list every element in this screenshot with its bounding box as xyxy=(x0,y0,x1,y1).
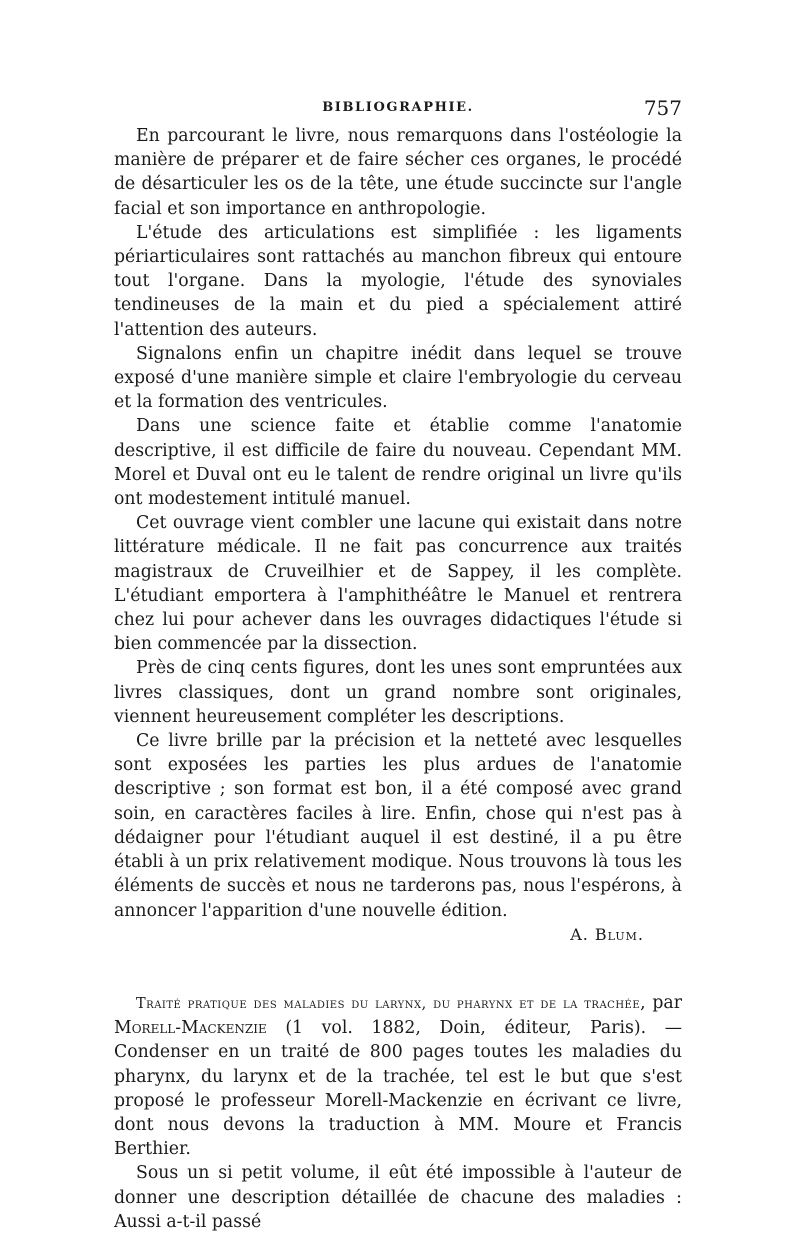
title-suffix: , par xyxy=(640,992,682,1013)
book-title: Traité pratique des maladies du larynx, du pharynx et de la trachée xyxy=(136,995,641,1012)
page-header xyxy=(114,96,682,126)
section-spacer xyxy=(114,947,682,991)
paragraph: Près de cinq cents figures, dont les unes sont empruntées aux livres classiques, dont un grand nombre sont originales, viennent heureusement compléter les descriptions. xyxy=(114,658,682,727)
paragraph: L'étude des articulations est simplifiée : les ligaments périarticulaires sont rattachés au manchon fibreux qui entoure tout l'organe. Dans la myologie, l'étude des synoviales tendineuses de la main et du pied a spécialement attiré l'attention des auteurs. xyxy=(114,222,682,340)
paragraph-text: Condenser en un traité de 800 pages toutes les maladies du pharynx, du larynx et de la trachée, tel est le but que s'est proposé le professeur Morell-Mackenzie en écrivant ce livre, dont nous devons la traduction à MM. Moure et Francis Berthier. xyxy=(114,1042,682,1160)
paragraph: Dans une science faite et établie comme l'anatomie descriptive, il est difficile de faire du nouveau. Cependant MM. Morel et Duval ont eu le talent de rendre original un livre qu'ils ont modestement intitulé manuel. xyxy=(114,416,682,510)
paragraph: Sous un si petit volume, il eût été impossible à l'auteur de donner une description détaillée de chacune des maladies : Aussi a-t-il passé xyxy=(114,1163,682,1232)
running-title: BIBLIOGRAPHIE. xyxy=(322,100,474,115)
review-signature: A. Blum. xyxy=(570,924,644,944)
publication-info: (1 vol. 1882, Doin, éditeur, Paris). — xyxy=(266,1018,682,1039)
book-author: Morell-Mackenzie xyxy=(114,1018,267,1039)
paragraph: En parcourant le livre, nous remarquons dans l'ostéologie la manière de préparer et de faire sécher ces organes, le procédé de désarticuler les os de la tête, une étude succincte sur l'angle facial et son importance en anthropologie. xyxy=(114,126,682,219)
page-number: 757 xyxy=(643,96,682,120)
review-morel-duval xyxy=(114,124,682,947)
page-body xyxy=(114,124,682,1234)
paragraph: Ce livre brille par la précision et la netteté avec lesquelles sont exposées les parties les plus ardues de l'anatomie descriptive ; son format est bon, il a été composé avec grand soin, en caractères faciles à lire. Enfin, chose qui n'est pas à dédaigner pour l'étudiant auquel il est destiné, il a pu être établi à un prix relativement modique. Nous trouvons là tous les éléments de succès et nous ne tarderons pas, nous l'espérons, à annoncer l'apparition d'une nouvelle édition. xyxy=(114,731,682,921)
review-heading-paragraph xyxy=(114,991,682,1161)
paragraph: Signalons enfin un chapitre inédit dans lequel se trouve exposé d'une manière simple et claire l'embryologie du cerveau et la formation des ventricules. xyxy=(114,343,682,413)
review-morell-mackenzie xyxy=(114,991,682,1234)
paragraph: Cet ouvrage vient combler une lacune qui existait dans notre littérature médicale. Il ne fait pas concurrence aux traités magistraux de Cruveilhier et de Sappey, il les complète. L'étudiant emportera à l'amphithéâtre le Manuel et rentrera chez lui pour achever dans les ouvrages didactiques l'étude si bien commencée par la dissection. xyxy=(114,513,682,655)
